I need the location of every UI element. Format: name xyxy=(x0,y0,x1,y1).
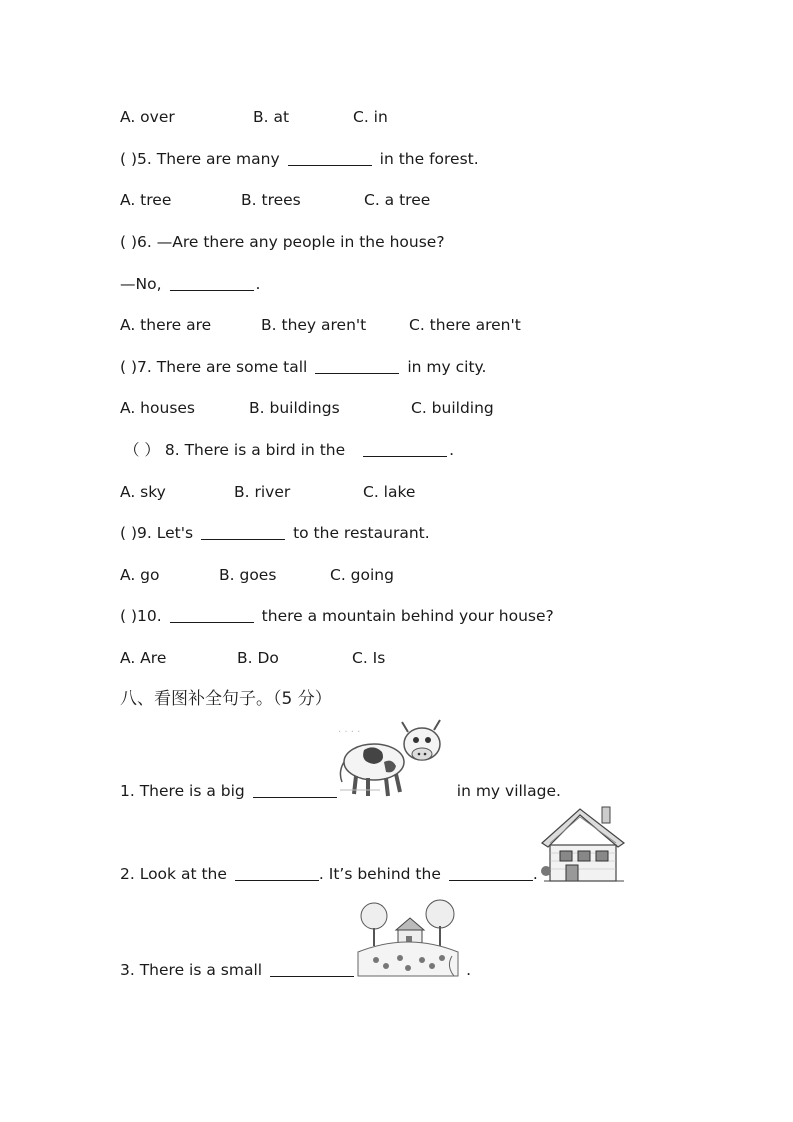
q4-option-b: B. at xyxy=(253,108,290,126)
question-10 xyxy=(120,606,554,626)
q6-option-a: A. there are xyxy=(120,316,212,334)
section-8-heading: 八、看图补全句子。（5 分） xyxy=(120,689,332,709)
svg-text:. . . .: . . . . xyxy=(338,724,361,735)
house-picture xyxy=(540,803,626,883)
s2-blank-1[interactable] xyxy=(235,864,319,881)
house-window xyxy=(560,851,572,861)
house-window xyxy=(578,851,590,861)
q7-option-a: A. houses xyxy=(120,399,196,417)
q7-option-c: C. building xyxy=(411,399,494,417)
q9-stem-end: to the restaurant. xyxy=(293,524,430,542)
q5-option-b: B. trees xyxy=(241,191,301,209)
question-5 xyxy=(120,149,479,169)
q8-stem-end: . xyxy=(449,441,455,459)
house-door xyxy=(566,865,578,881)
s1-after: in my village. xyxy=(456,782,561,800)
q10-option-c: C. Is xyxy=(352,649,386,667)
q10-stem: ( )10. xyxy=(120,607,162,625)
q10-blank[interactable] xyxy=(170,606,254,623)
q4-option-c: C. in xyxy=(353,108,388,126)
s2-blank-2[interactable] xyxy=(449,864,533,881)
tree-icon xyxy=(426,900,454,928)
q6-answer-line xyxy=(120,274,260,294)
question-7 xyxy=(120,357,486,377)
sentence-1 xyxy=(120,781,561,801)
q8-stem: （ ） 8. There is a bird in the xyxy=(124,441,346,459)
q5-blank[interactable] xyxy=(288,149,372,166)
q9-option-a: A. go xyxy=(120,566,160,584)
q6-option-c: C. there aren't xyxy=(409,316,521,334)
q4-option-a: A. over xyxy=(120,108,175,126)
house-window xyxy=(596,851,608,861)
s3-before: 3. There is a small xyxy=(120,961,263,979)
q8-blank[interactable] xyxy=(363,440,447,457)
s2-before: 2. Look at the xyxy=(120,865,227,883)
q8-option-b: B. river xyxy=(234,483,291,501)
q7-blank[interactable] xyxy=(315,357,399,374)
q10-stem-end: there a mountain behind your house? xyxy=(261,607,554,625)
q5-option-a: A. tree xyxy=(120,191,172,209)
tree-icon xyxy=(361,903,387,929)
question-6: ( )6. —Are there any people in the house? xyxy=(120,233,445,251)
q5-option-c: C. a tree xyxy=(364,191,431,209)
q9-blank[interactable] xyxy=(201,523,285,540)
q6-answer-prefix: —No, xyxy=(120,275,162,293)
house-wall xyxy=(550,845,616,881)
s2-mid: . It’s behind the xyxy=(318,865,441,883)
q7-option-b: B. buildings xyxy=(249,399,340,417)
q10-option-b: B. Do xyxy=(237,649,279,667)
cow-snout xyxy=(412,748,432,760)
sentence-3 xyxy=(120,960,471,980)
s1-before: 1. There is a big xyxy=(120,782,245,800)
q5-stem: ( )5. There are many xyxy=(120,150,280,168)
q7-stem: ( )7. There are some tall xyxy=(120,358,308,376)
q10-option-a: A. Are xyxy=(120,649,167,667)
q7-stem-end: in my city. xyxy=(407,358,487,376)
q8-option-a: A. sky xyxy=(120,483,166,501)
question-9 xyxy=(120,523,430,543)
q8-option-c: C. lake xyxy=(363,483,416,501)
q6-option-b: B. they aren't xyxy=(261,316,367,334)
q6-blank[interactable] xyxy=(170,274,254,291)
q6-answer-suffix: . xyxy=(255,275,261,293)
s2-after: . xyxy=(532,865,538,883)
s3-blank[interactable] xyxy=(270,960,354,977)
s3-after: . xyxy=(466,961,471,979)
s1-blank[interactable] xyxy=(253,781,337,798)
question-8 xyxy=(124,440,454,460)
sentence-2 xyxy=(120,864,538,884)
q9-option-b: B. goes xyxy=(219,566,277,584)
q5-stem-end: in the forest. xyxy=(379,150,479,168)
q9-stem: ( )9. Let's xyxy=(120,524,194,542)
q9-option-c: C. going xyxy=(330,566,394,584)
